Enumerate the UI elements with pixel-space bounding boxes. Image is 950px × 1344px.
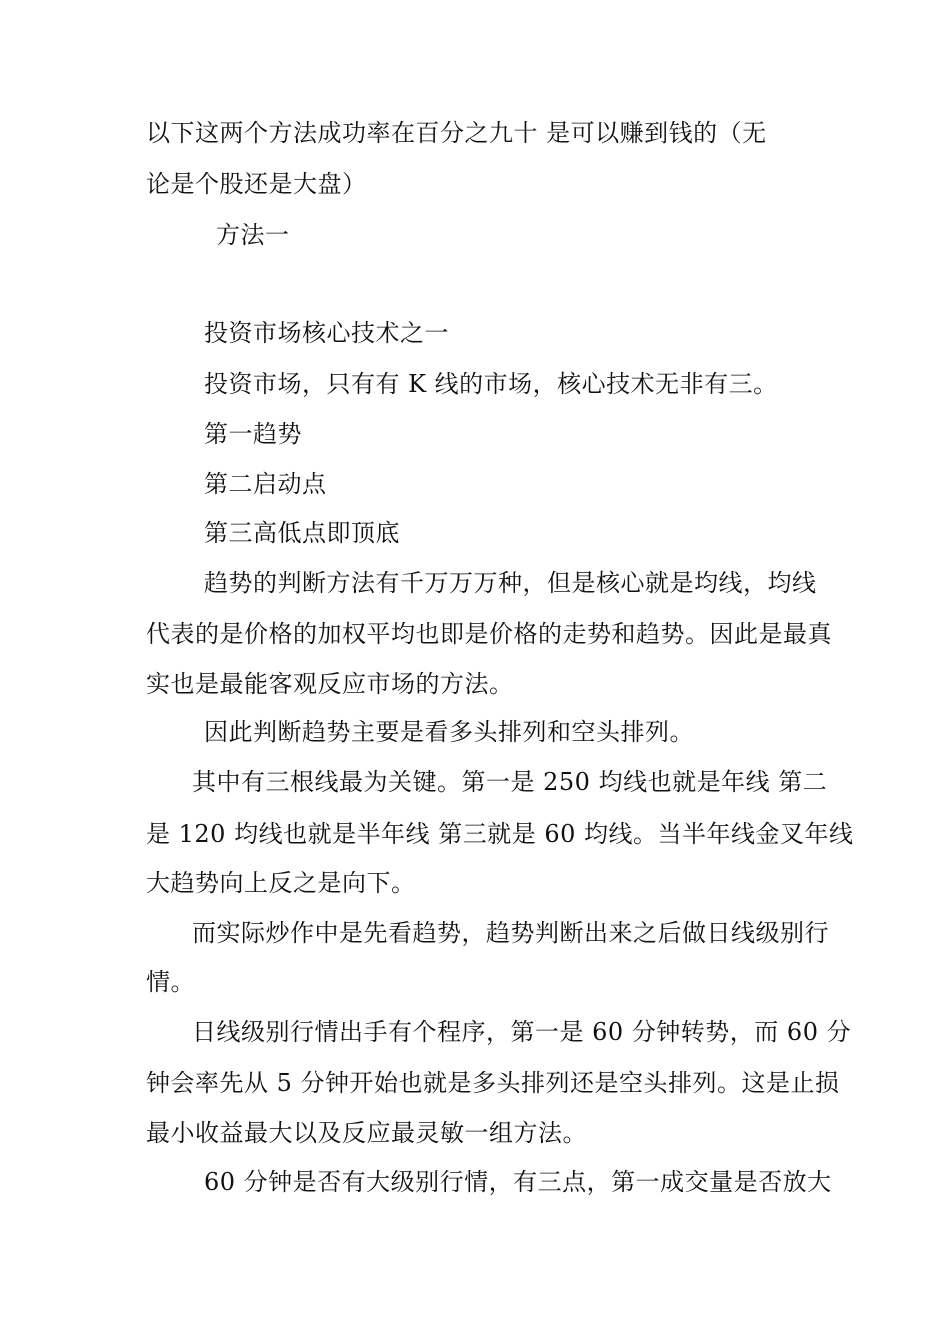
text-line: 而实际炒作中是先看趋势，趋势判断出来之后做日线级别行 (192, 919, 829, 947)
list-item: 第三高低点即顶底 (204, 519, 400, 547)
text-line: 大趋势向上反之是向下。 (146, 869, 416, 897)
section-heading: 方法一 (216, 221, 290, 249)
text-line: 因此判断趋势主要是看多头排列和空头排列。 (204, 718, 694, 746)
text-line: 60 分钟是否有大级别行情，有三点，第一成交量是否放大 (204, 1168, 832, 1196)
list-item: 第一趋势 (204, 420, 302, 448)
text-line: 代表的是价格的加权平均也即是价格的走势和趋势。因此是最真 (146, 620, 832, 648)
text-line: 其中有三根线最为关键。第一是 250 均线也就是年线 第二 (192, 768, 828, 796)
text-line: 最小收益最大以及反应最灵敏一组方法。 (146, 1119, 587, 1147)
list-item: 第二启动点 (204, 470, 327, 498)
text-line: 趋势的判断方法有千万万万种，但是核心就是均线，均线 (204, 569, 817, 597)
text-line: 论是个股还是大盘） (146, 170, 367, 198)
text-line: 钟会率先从 5 分钟开始也就是多头排列还是空头排列。这是止损 (146, 1069, 840, 1097)
text-line: 实也是最能客观反应市场的方法。 (146, 670, 514, 698)
text-line: 是 120 均线也就是半年线 第三就是 60 均线。当半年线金叉年线 (146, 820, 854, 848)
text-line: 以下这两个方法成功率在百分之九十 是可以赚到钱的（无 (146, 119, 767, 147)
text-line: 日线级别行情出手有个程序，第一是 60 分钟转势，而 60 分 (192, 1018, 852, 1046)
text-line: 投资市场核心技术之一 (204, 319, 449, 347)
text-line: 投资市场，只有有 K 线的市场，核心技术无非有三。 (204, 370, 778, 398)
text-line: 情。 (146, 968, 195, 996)
